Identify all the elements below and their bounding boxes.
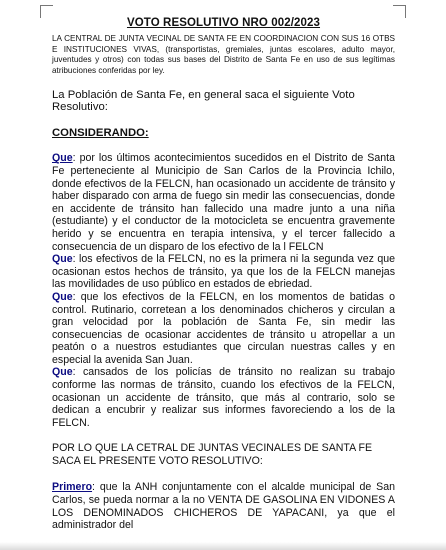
resolution-heading: POR LO QUE LA CETRAL DE JUNTAS VECINALES DE SANTA FE SACA EL PRESENTE VOTO RESOLUTIVO: <box>52 442 373 468</box>
intro-text: La Población de Santa Fe, en general saca el siguiente Voto Resolutivo: <box>52 89 355 114</box>
paragraph-que-2 <box>52 253 395 291</box>
paragraph-text: : que los efectivos de la FELCN, en los momentos de batidas o control. Rutinario, corretean a los denominados chicheros y circulan a gran velocidad por la población de Santa Fe, sin medir las consecuencias de ocasionar accidentes de tránsito u atropellar a un peatón o a nuestros estudiantes que circulan nuestras calles y en especial la avenida San Juan. <box>52 290 395 366</box>
paragraph-que-4 <box>52 366 395 429</box>
paragraph-text: : cansados de los policías de tránsito no realizan su trabajo conforme las normas de tránsito, cuando los efectivos de la FELCN, ocasionan un accidente de tránsito, que más al contrario, solo se dedican a encubrir y realizar sus informes favoreciendo a los de la FELCN. <box>52 366 395 429</box>
paragraph-text: : que la ANH conjuntamente con el alcalde municipal de San Carlos, se pueda normar a la no VENTA DE GASOLINA EN VIDONES A LOS DENOMINADOS CHICHEROS DE YAPACANI, ya que el administrador del <box>52 481 395 532</box>
paragraph-keyword: Que <box>52 290 73 303</box>
considerando-heading: CONSIDERANDO: <box>52 127 149 140</box>
paragraph-keyword: Que <box>52 366 73 379</box>
document-header: LA CENTRAL DE JUNTA VECINAL DE SANTA FE EN COORDINACION CON SUS 16 OTBS E INSTITUCIONES VIVAS, (transportistas, gremiales, juntas escolares, adulto mayor, juventudes y otros) con todas sus bases del Distrito de Santa Fe en uso de sus legítimas atribuciones conferidas por ley. <box>52 34 395 75</box>
paragraph-text: : los efectivos de la FELCN, no es la primera ni la segunda vez que ocasionan estos hechos de tránsito, ya que los de la FELCN manejas las movilidades de uso público en estados de ebriedad. <box>52 253 395 291</box>
paragraph-que-3 <box>52 291 395 367</box>
paragraph-que-1 <box>52 152 395 253</box>
paragraph-primero <box>52 481 395 531</box>
paragraph-keyword: Que <box>52 152 73 165</box>
document-page <box>52 17 395 532</box>
document-title: VOTO RESOLUTIVO NRO 002/2023 <box>126 17 321 29</box>
page-bottom-shadow <box>0 542 446 550</box>
paragraph-keyword: Que <box>52 253 73 266</box>
paragraph-keyword: Primero <box>52 481 93 494</box>
paragraph-text: : por los últimos acontecimientos sucedidos en el Distrito de Santa Fe perteneciente al Municipio de San Carlos de la Provincia Ichilo, donde efectivos de la FELCN, han ocasionado un accidente de tránsito y haber disparado con arma de fuego sin medir las consecuencias, donde en accidente de tránsito han fallecido una madre junto a una niña (estudiante) y el conductor de la motocicleta se encuentra gravemente herido y se encuentra en terapia intensiva, y el tercer fallecido a consecuencia de un disparo de los efectivo de la l FELCN <box>52 152 395 253</box>
